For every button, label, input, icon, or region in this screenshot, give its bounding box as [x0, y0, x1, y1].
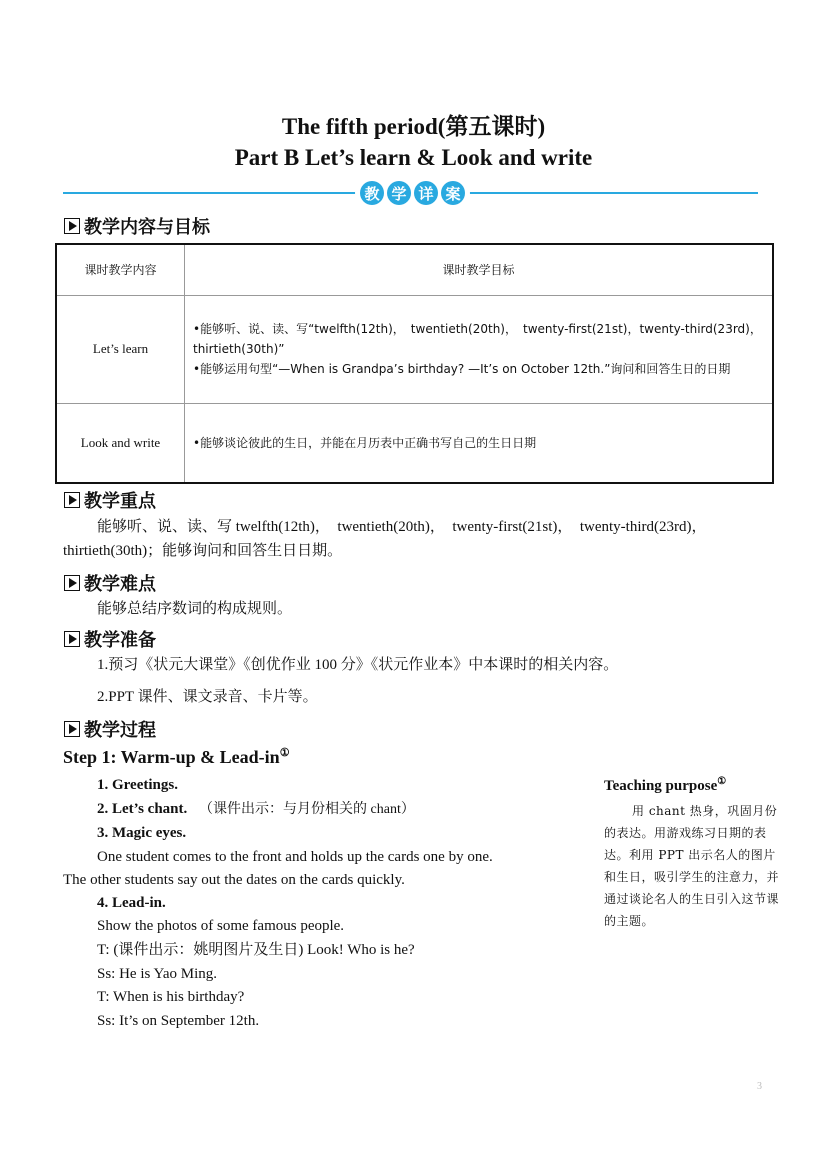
page-title: The fifth period(第五课时) — [281, 114, 546, 139]
table-row — [56, 295, 773, 403]
step-item-greetings: 1. Greetings. — [97, 777, 178, 793]
magic-eyes-line: The other students say out the dates on the cards quickly. — [63, 872, 405, 888]
dialog-line: Ss: It’s on September 12th. — [97, 1013, 260, 1029]
step-item-lead-in: 4. Lead-in. — [97, 895, 166, 911]
table-cell-content: Let’s learn — [56, 295, 185, 403]
section-heading-preparation: 教学准备 — [64, 626, 156, 652]
footnote-mark: ① — [717, 776, 727, 787]
banner-char: 教 — [360, 181, 384, 205]
table-cell-content: Look and write — [56, 403, 185, 483]
section-heading-content-goals: 教学内容与目标 — [64, 213, 210, 239]
difficulties-text: 能够总结序数词的构成规则。 — [97, 601, 293, 617]
play-triangle-icon — [64, 492, 80, 508]
table-header-row — [56, 244, 773, 295]
step-item-chant: 2. Let’s chant. （课件出示：与月份相关的 chant） — [97, 801, 415, 817]
banner-char: 案 — [441, 181, 465, 205]
section-heading-difficulties: 教学难点 — [64, 570, 156, 596]
table-cell-goal — [185, 403, 774, 483]
lead-in-text: Show the photos of some famous people. — [97, 918, 345, 934]
goal-line: •能够运用句型“—When is Grandpa’s birthday? —It’s on October 12th.”询问和回答生日的日期 — [193, 362, 731, 376]
table-header-cell: 课时教学目标 — [185, 244, 774, 295]
page-number: 3 — [757, 1081, 762, 1092]
play-triangle-icon — [64, 721, 80, 737]
play-triangle-icon — [64, 631, 80, 647]
lesson-plan-banner — [355, 180, 470, 206]
table-row — [56, 403, 773, 483]
dialog-line: T: When is his birthday? — [97, 989, 245, 1005]
footnote-mark: ① — [279, 747, 290, 759]
teaching-purpose-title: Teaching purpose① — [604, 776, 727, 794]
step1-heading: Step 1: Warm-up & Lead-in① — [63, 747, 290, 767]
preparation-item: 1.预习《状元大课堂》《创优作业 100 分》《状元作业本》中本课时的相关内容。 — [97, 657, 619, 673]
step-item-magic-eyes: 3. Magic eyes. — [97, 825, 187, 841]
table-cell-goal — [185, 295, 774, 403]
goal-line: •能够听、说、读、写“twelfth(12th)， twentieth(20th)， twenty-first(21st)，twenty-third(23rd)， thirtieth(30th)” — [193, 322, 768, 356]
section-heading-process: 教学过程 — [64, 716, 156, 742]
preparation-item: 2.PPT 课件、课文录音、卡片等。 — [97, 689, 318, 705]
teaching-purpose-body: 用 chant 热身，巩固月份的表达。用游戏练习日期的表达。利用 PPT 出示名人的图片和生日，吸引学生的注意力，并通过谈论名人的生日引入这节课的主题。 — [604, 804, 780, 928]
section-heading-key-points: 教学重点 — [64, 487, 156, 513]
goals-table — [55, 243, 774, 484]
play-triangle-icon — [64, 218, 80, 234]
page-subtitle: Part B Let’s learn & Look and write — [234, 145, 593, 170]
dialog-line: T: (课件出示：姚明图片及生日) Look! Who is he? — [97, 942, 415, 958]
magic-eyes-line: One student comes to the front and holds up the cards one by one. — [97, 849, 493, 865]
banner-char: 学 — [387, 181, 411, 205]
table-header-cell: 课时教学内容 — [56, 244, 185, 295]
dialog-line: Ss: He is Yao Ming. — [97, 966, 218, 982]
banner-char: 详 — [414, 181, 438, 205]
key-points-text: 能够听、说、读、写 twelfth(12th)， twentieth(20th)， twenty-first(21st)， twenty-third(23rd)，thirtieth(30th)；能够询问和回答生日日期。 — [63, 519, 707, 559]
play-triangle-icon — [64, 575, 80, 591]
goal-line: •能够谈论彼此的生日，并能在月历表中正确书写自己的生日日期 — [193, 435, 537, 450]
